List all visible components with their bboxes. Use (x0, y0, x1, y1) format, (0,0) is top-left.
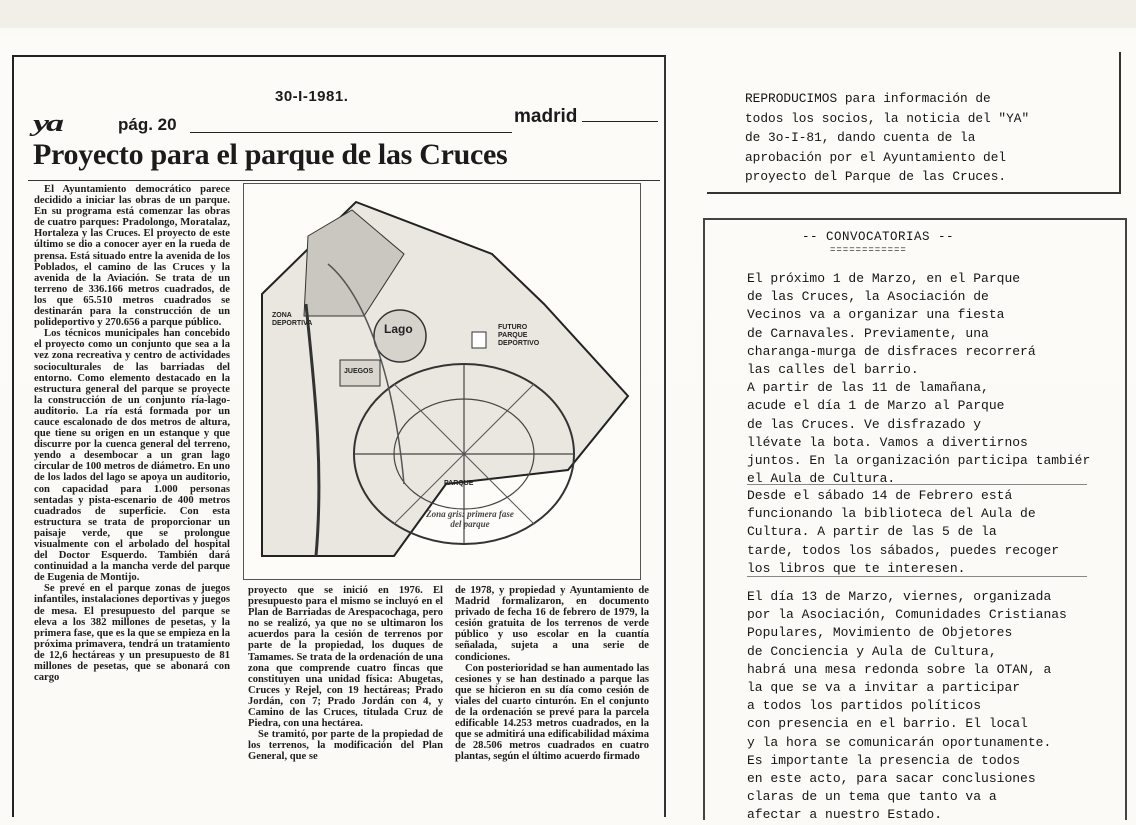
map-label-parque: PARQUE (444, 480, 474, 487)
header-rule-right (582, 121, 658, 122)
note-text: REPRODUCIMOS para información de todos los socios, la noticia del "YA" de 3o-I-81, dando cuenta de la aprobación por el Ayuntamiento del proyecto del Parque de las Cruces. (745, 91, 1030, 184)
article-headline: Proyecto para el parque de las Cruces (33, 138, 508, 171)
scan-top-margin (0, 0, 1136, 28)
article-paragraph: Los técnicos municipales han concebido el proyecto como un conjunto que sea a la vez zona recreativa y centro de actividades socioculturales de las barriadas del entorno. Como elemento destacado en la estructura general del parque se proyecte la construcción de un conjunto ría-lago-auditorio. La ría está formada por un cauce escalonado de dos metros de altura, que tiene su origen en un estanque y que discurre por la cuenca general del terreno, yendo a desembocar a un gran lago circular de 100 metros de diámetro. En uno de los lados del lago se apoya un auditorio, con capacidad para 1.000 personas sentadas y pista-escenario de 400 metros cuadrados de superficie. Con esta estructura se trata de proporcionar un paisaje verde, que se prolongue visualmente con el arbolado del hospital del Doctor Esquerdo. También dará continuidad a la mancha verde del parque de Eugenia de Montijo. (34, 328, 230, 584)
article-column-3 (455, 585, 649, 803)
carnival-announcement: El próximo 1 de Marzo, en el Parque de las Cruces, la Asociación de Vecinos va a organizar una fiesta de Carnavales. Previamente, una charanga-murga de disfraces recorrerá las calles del barrio. A partir de las 11 de lamañana, acude el día 1 de Marzo al Parque de las Cruces. Ve disfrazado y llévate la bota. Vamos a divertirnos juntos. En la organización participa tambiér el Aula de Cultura. (747, 271, 1091, 487)
article-paragraph: Se tramitó, por parte de la propiedad de los terrenos, la modificación del Plan General, que se (248, 729, 443, 763)
convocatorias-title: -- CONVOCATORIAS -- (802, 230, 955, 244)
article-paragraph: El Ayuntamiento democrático parece decidido a iniciar las obras de un parque. En su programa está comenzar las obras de cuatro parques: Pradolongo, Moratalaz, Hortaleza y las Cruces. El proyecto de este último se dio a conocer ayer en la rueda de prensa. Está situado entre la avenida de los Poblados, el camino de las Cruces y la avenida de la Aviación. Se trata de un terreno de 336.166 metros cuadrados, de los que 65.510 metros cuadrados se destinarán para la construcción de un polideportivo y 270.656 a parque público. (34, 184, 230, 329)
headline-rule (28, 180, 660, 181)
clipping-date: 30-I-1981. (275, 88, 349, 105)
article-column-1 (34, 184, 230, 803)
article-paragraph: Con posterioridad se han aumentado las cesiones y se han destinado a parque las que se hicieron en su día como cesión de viales del cuarto cinturón. En el conjunto de la ordenación se prevé para la parcela edificable 14.253 metros cuadrados, en la que se admitirá una edificabilidad máxima de 28.506 metros cuadrados en cuatro plantas, según el último acuerdo firmado (455, 662, 649, 763)
article-column-2 (248, 585, 443, 803)
paragraph-separator (747, 484, 1087, 485)
section-name: madrid (514, 106, 578, 127)
newspaper-logo: ya (33, 111, 61, 137)
article-paragraph: Se prevé en el parque zonas de juegos infantiles, instalaciones deportivas y juegos de mesa. El presupuesto del parque se eleva a los 382 millones de pesetas, y la primera fase, que es la que se empieza en la próxima primavera, tendrá un tratamiento de 12,6 hectáreas y un presupuesto de 81 millones de pesetas, que se abonará con cargo (34, 583, 230, 684)
page-number: pág. 20 (118, 115, 177, 134)
map-caption: Zona gris: primera fase del parque (426, 509, 514, 529)
map-label-juegos: JUEGOS (344, 368, 374, 375)
paragraph-separator (747, 576, 1087, 577)
map-label-zona-deportiva: ZONA DEPORTIVA (272, 312, 313, 327)
header-rule (190, 132, 512, 133)
article-paragraph: proyecto que se inició en 1976. El presupuesto para el mismo se incluyó en el Plan de Barriadas de Arespacochaga, pero no se realizó, ya que no se ultimaron los acuerdos para la cesión de terrenos por parte de la propiedad, los duques de Tamames. Se trata de la ordenación de una zona que comprende cuatro fincas que constituyen una unidad física: Abugetas, Cruces y Rejel, con 19 hectáreas; Prado Jordán, con 7; Prado Jordán con 4, y Camino de las Cruces, titulada Cruz de Piedra, con una hectárea. (248, 585, 443, 730)
library-announcement: Desde el sábado 14 de Febrero está funcionando la biblioteca del Aula de Cultura. A partir de las 5 de la tarde, todos los sábados, puedes recoger los libros que te interesen. (747, 488, 1060, 576)
map-label-lago: Lago (384, 322, 413, 336)
article-paragraph: de 1978, y propiedad y Ayuntamiento de Madrid formalizaron, en documento privado de fecha 16 de febrero de 1979, la cesión gratuita de los terrenos de verde público y uso escolar en la cuantía señalada, sujeta a una serie de condiciones. (455, 585, 649, 663)
otan-roundtable-announcement: El día 13 de Marzo, viernes, organizada por la Asociación, Comunidades Cristianas Populares, Movimiento de Objetores de Conciencia y Aula de Cultura, habrá una mesa redonda sobre la OTAN, a la que se va a invitar a participar a todos los partidos políticos con presencia en el barrio. El local y la hora se comunicarán oportunamente. Es importante la presencia de todos en este acto, para sacar conclusiones claras de un tema que tanto va a afectar a nuestro Estado. (747, 589, 1067, 823)
map-label-futuro: FUTURO PARQUE DEPORTIVO (498, 324, 540, 347)
convocatorias-title-underline: ============ (830, 245, 907, 255)
